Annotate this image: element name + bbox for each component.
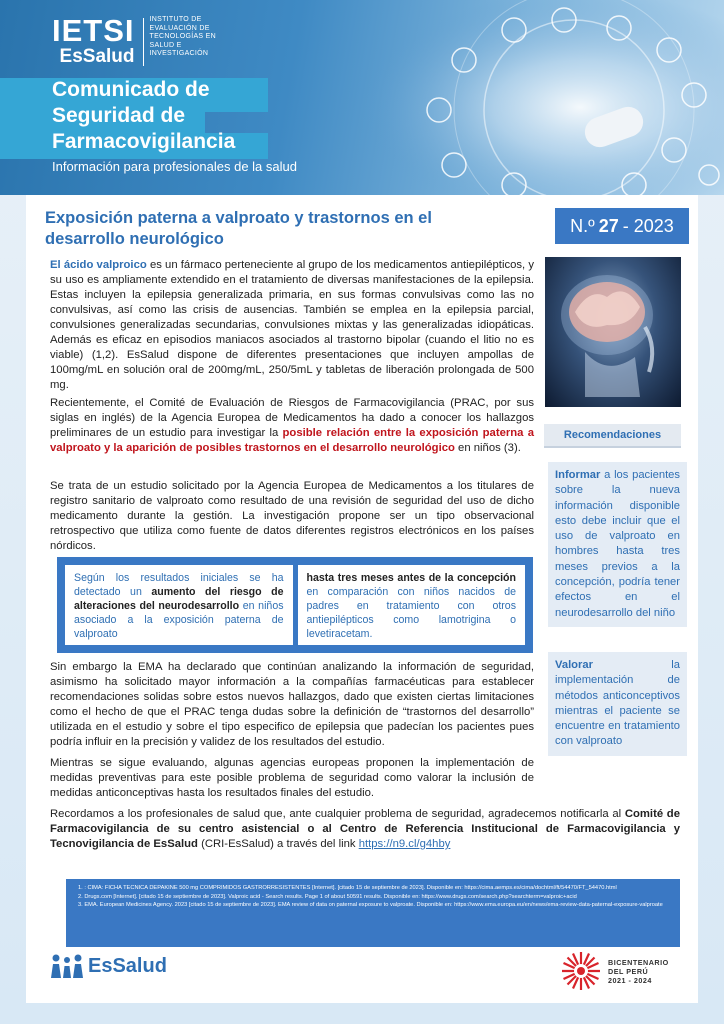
medical-icons-illustration: [364, 0, 724, 195]
callout-box: [57, 557, 533, 653]
logo-essalud-text: EsSalud: [59, 46, 135, 67]
reference-item: 3. EMA. European Medicines Agency. 2023 [citado 15 de septiembre de 2023]. EMA review of data on paternal exposure to valproate. Disponible en: https://www.ema.europa.eu/en/news/ema-review-data-paternal-exposure-valproate: [78, 902, 663, 909]
page-subtitle: Información para profesionales de la salud: [52, 159, 297, 174]
logo-ietsi-text: IETSI: [52, 13, 135, 48]
paragraph-study: Se trata de un estudio solicitado por la Agencia Europea de Medicamentos a los titulares de registro sanitario de valproato como resultado de una revisión de seguridad del uso de dicho medicamento durante la gestión. La investigación propone ser un tipo observacional retrospectivo que utiliza como fuente de datos diferentes registros electrónicos en los países nórdicos.: [50, 480, 534, 552]
paragraph-ema: Sin embargo la EMA ha declarado que continúan analizando la información de seguridad, asimismo ha solicitado mayor información a la compañías farmacéuticas para establecer recomendaciones solidas sobre estos nuevos hallazgos, dado que existen ciertas limitaciones como el hecho de que el PRAC tenga dudas sobre la definición de “trastornos del desarrollo” utilizada en el estudio y sobre el tipo especifico de epilepsia que padecían los pacientes pues podría influir en la precisión y validez de los resultados del estudio.: [50, 661, 534, 748]
reference-item: 2. Drugs.com [Internet]. [citado 15 de septiembre de 2023]. Valproic acid - Search results. Page 1 of about 50591 results. Disponible en: https://www.drugs.com/search.php?searchterm=valproic+acid: [78, 893, 577, 900]
footer-logo-text: EsSalud: [88, 954, 167, 977]
closing-note: Recordamos a los profesionales de salud que, ante cualquier problema de seguridad, agradecemos notificarla al Comité de Farmacovigilancia de su centro asistencial o al Centro de Referencia Institucional de Farmacovigilancia y Tecnovigilancia de EsSalud (CRI-EsSalud) a través del link https://n9.cl/g4hby: [50, 808, 680, 850]
paragraph-prac: Recientemente, el Comité de Evaluación de Riesgos de Farmacovigilancia (PRAC, por sus siglas en inglés) de la Agencia Europea de Medicamentos ha dado a conocer los hallazgos preliminares de un estudio para investigar la posible relación entre la exposición paterna a valproato y la aparición de posibles trastornos en el desarrollo neurológico en niños (3).: [50, 397, 534, 454]
report-link[interactable]: https://n9.cl/g4hby: [358, 838, 451, 850]
recommendation-inform: Informar a los pacientes sobre la nueva información disponible esto debe incluir que el uso de valproato en hombres hasta tres meses previos a la concepción, podría tener efectos en el neurodesarrollo del niño: [548, 462, 687, 627]
essalud-footer-logo: [50, 953, 167, 979]
family-icon: [50, 953, 84, 979]
callout-left: Según los resultados iniciales se ha detectado un aumento del riesgo de alteraciones del neurodesarrollo en niños asociado a la exposición paterna de valproato: [65, 565, 293, 645]
paragraph-intro: El ácido valproico es un fármaco perteneciente al grupo de los medicamentos antiepilépticos, y su uso es ampliamente extendido en el tratamiento de diversas manifestaciones de la epilepsia. Estas incluyen la epilepsia generalizada primaria, en sus formas convulsivas como las no convulsivas, así como las crisis de ausencias. También se emplea en la epilepsia parcial, convulsiones generalizadas secundarias, convulsiones mixtas y las generalizadas idiopáticas. Además es eficaz en episodios maniacos asociados al trastorno bipolar (cuando el litio no es viable) (1,2). EsSalud dispone de diferentes presentaciones que incluyen ampollas de 100mg/mL en solución oral de 200mg/mL, 250/5mL y tabletas de liberación prolongada de 500 mg.: [50, 259, 535, 391]
article-title: Exposición paterna a valproato y trastornos en el desarrollo neurológico: [45, 209, 432, 248]
callout-right: hasta tres meses antes de la concepción en comparación con niños nacidos de padres en tratamiento con otros antiepilépticos como lamotrigina o levetiracetam.: [298, 565, 526, 645]
header-banner: [0, 0, 724, 195]
paragraph-measures: Mientras se sigue evaluando, algunas agencias europeas proponen la implementación de medidas preventivas para este posible problema de seguridad como valorar la inclusión de medidas anticonceptivas hasta los resultados finales del estudio.: [50, 757, 534, 799]
brain-xray-image: [545, 257, 681, 407]
bicentenario-logo: [560, 950, 669, 992]
recommendation-assess: Valorar la implementación de métodos anticonceptivos mientras el paciente se encuentre en tratamiento con valproato: [548, 652, 687, 756]
page-title: Comunicado de Seguridad de Farmacovigilancia: [52, 78, 236, 153]
bicentenario-line3: 2021 - 2024: [608, 975, 652, 985]
references-box: [66, 879, 680, 947]
bicentenario-line2: DEL PERÚ: [608, 966, 649, 976]
bicentenario-line1: BICENTENARIO: [608, 957, 669, 967]
issue-badge: N.º 27 - 2023: [555, 208, 689, 244]
logo-institute-text: INSTITUTO DE EVALUACIÓN DE TECNOLOGÍAS EN SALUD E INVESTIGACIÓN: [149, 16, 216, 58]
ietsi-logo: [52, 13, 230, 67]
bicentenario-emblem-icon: [560, 950, 602, 992]
reference-item: 1. : CIMA: FICHA TECNICA DEPAKINE 500 mg COMPRIMIDOS GASTRORRESISTENTES [Internet]. [citado 15 de septiembre de 2023]. Disponible en: https://cima.aemps.es/cima/dochtml/ft/54470/FT_54470.html: [78, 885, 617, 891]
recommendations-title: Recomendaciones: [544, 424, 681, 448]
